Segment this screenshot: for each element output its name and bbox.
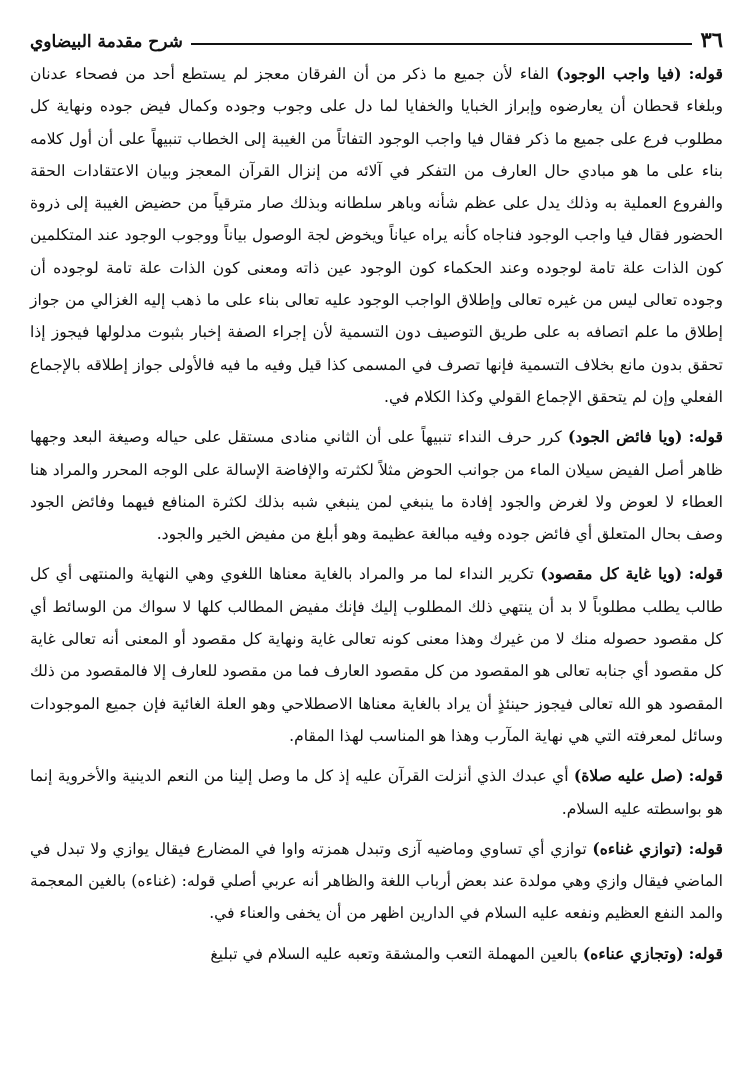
paragraph-lead: قوله:	[688, 64, 723, 83]
paragraph-text: أي عبدك الذي أنزلت القرآن عليه إذ كل ما وصل إلينا من النعم الدينية والأخروية إنما هو بواسطته عليه السلام.	[30, 767, 723, 818]
quoted-phrase: (توازي غناءه)	[592, 838, 683, 858]
commentary-paragraph	[30, 421, 723, 550]
page-header	[30, 22, 723, 52]
running-title: شرح مقدمة البيضاوي	[30, 32, 183, 52]
commentary-paragraph	[30, 58, 723, 413]
commentary-paragraph	[30, 938, 723, 970]
paragraph-text: توازي أي تساوي وماضيه آزى وتبدل همزته واوا في المضارع فيقال يوازي ولا تبدل في الماضي فيقال وازي وهي مولدة عند بعض أرباب اللغة والظاهر أنه عربي أصلي قوله: (غناءه) بالغين المعجمة والمد النفع العظيم ونفعه عليه السلام في الدارين اظهر من أن يخفى والعناء في.	[30, 839, 723, 923]
commentary-paragraph	[30, 760, 723, 825]
quoted-phrase: (وتجازي عناءه)	[582, 943, 684, 963]
paragraph-lead: قوله:	[688, 943, 723, 963]
quoted-phrase: (صل عليه صلاة)	[573, 766, 684, 786]
paragraph-text: كرر حرف النداء تنبيهاً على أن الثاني منادى مستقل على حياله وصيغة البعد وجهها ظاهر أصل الفيض سيلان الماء من جوانب الحوض مثلاً لكثرته والإفاضة الإسالة على الوجه المحرر والمراد هنا العطاء لا لعوض ولا لغرض والجود إفادة ما ينبغي لمن ينبغي شبه بذلك لكثرة المنافع فيهما وفائض الجود وصف بحال المتعلق أي فائض جوده وفيه مبالغة عظيمة وهو أبلغ من مفيض الخير والجود.	[30, 428, 723, 544]
header-rule	[191, 43, 693, 45]
quoted-phrase: (ويا فائض الجود)	[567, 427, 683, 447]
commentary-paragraph	[30, 558, 723, 752]
paragraph-text: الفاء لأن جميع ما ذكر من أن الفرقان معجز لم يستطع أحد من فصحاء عدنان وبلغاء قحطان أن يعارضوه وإبراز الخبايا والخفايا لما دل على وجوب وجوده وكمال فيض جوده ونهاية كل مطلوب فرع على جميع ما ذكر فقال فيا واجب الوجود التفاتاً من الغيبة إلى الخطاب تنبيهاً على أن أول كلامه بناء على ما هو مبادي حال العارف من التفكر في آلائه من إنزال القرآن المعجز وبيان الاعتقادات الحقة والفروع العملية به وذلك يدل على عظم شأنه وباهر سلطانه وبذلك صار مترقياً من حضيض الغيبة إلى ذروة الحضور فقال فيا واجب الوجود فناجاه كأنه يراه عياناً ويخوض لجة الوصول بياناً ووجوب الوجود عند المتكلمين كون الذات علة تامة لوجوده وعند الحكماء كون الوجود عين ذاته ومعنى كون الذات علة تامة لوجوده أن وجوده تعالى ليس من غيره تعالى وإطلاق الواجب الوجود عليه تعالى بناء على ما ذهب إليه الغزالي من جواز إطلاق ما علم اتصافه به على طريق التوصيف دون التسمية لأن إجراء الصفة إخبار بثبوت مدلولها فيجوز إذا تحقق بدون مانع بخلاف التسمية فإنها تصرف في المسمى كذا قيل وفيه ما فيه فالأولى جواز إطلاقه بالإجماع الفعلي وإن لم يتحقق الإجماع القولي وكذا الكلام في.	[30, 65, 723, 406]
paragraph-text: بالعين المهملة التعب والمشقة وتعبه عليه السلام في تبليغ	[210, 944, 578, 963]
paragraph-lead: قوله:	[688, 564, 723, 584]
paragraph-lead: قوله:	[688, 427, 723, 447]
quoted-phrase: (فيا واجب الوجود)	[556, 64, 682, 83]
page-number: ٣٦	[700, 27, 723, 52]
paragraph-lead: قوله:	[688, 838, 723, 858]
paragraph-lead: قوله:	[688, 766, 723, 786]
paragraph-text: تكرير النداء لما مر والمراد بالغاية معناها اللغوي وهي النهاية والمنتهى أي كل طالب يطلب مطلوباً لا بد أن ينتهي ذلك المطلوب إليك فإنك مفيض المطالب كلها لا سواك من الوسائط أي كل مقصود حصوله منك لا من غيرك وهذا معنى كونه تعالى غاية ونهاية كل مقصود أو المعنى أنه تعالى غاية كل مقصود أي جنابه تعالى هو المقصود من كل مقصود العارف فما من مقصود للعارف إلا فالمقصود من ذلك المقصود هو الله تعالى فيجوز حينئذٍ أن يراد بالغاية معناها الاصطلاحي وهو العلة الغائية فإن جميع الموجودات وسائل لمعرفته التي هي نهاية المآرب وهذا هو المناسب لهذا المقام.	[30, 565, 723, 745]
quoted-phrase: (ويا غاية كل مقصود)	[540, 564, 683, 584]
commentary-paragraph	[30, 833, 723, 930]
commentary-body	[30, 58, 723, 1081]
